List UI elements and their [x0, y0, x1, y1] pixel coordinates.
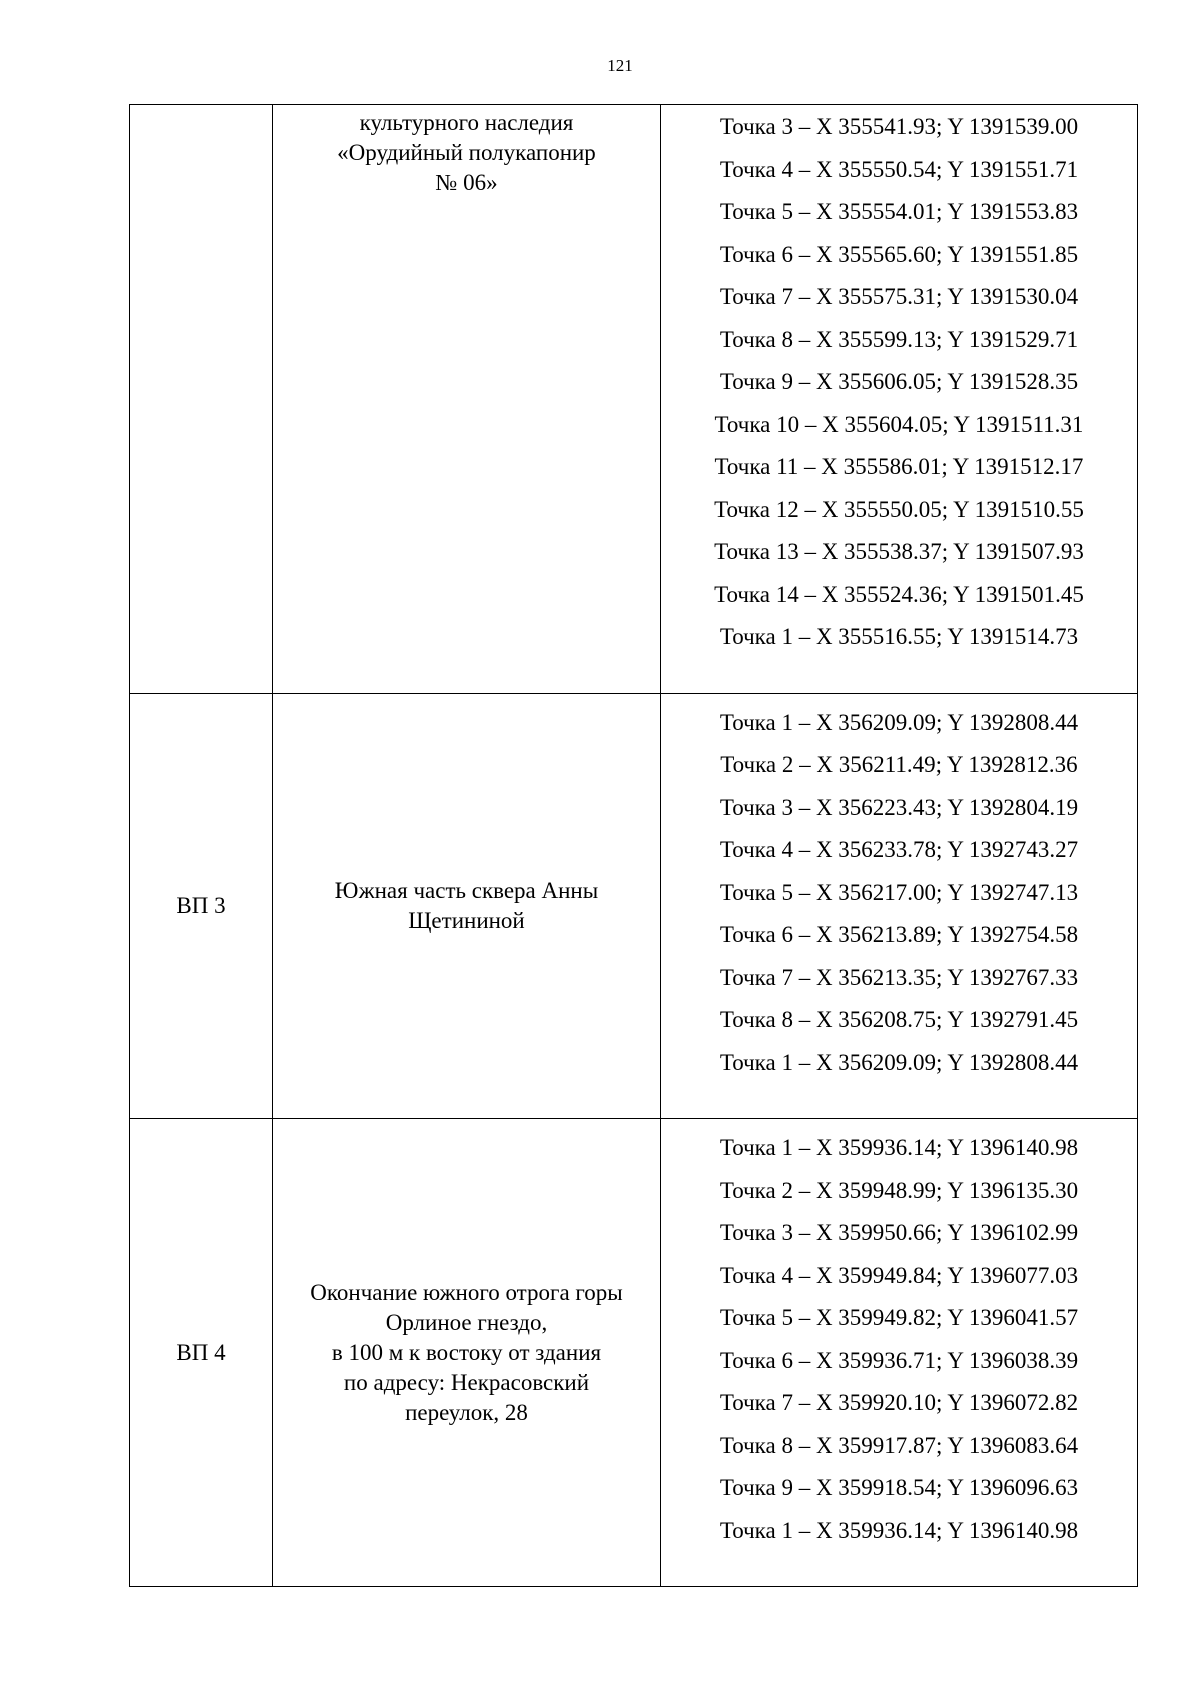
- code-cell: [130, 1119, 273, 1587]
- object-name: [273, 876, 660, 936]
- point-coordinate: Точка 12 – X 355550.05; Y 1391510.55: [714, 496, 1084, 522]
- code-cell: [130, 693, 273, 1119]
- object-name-line: в 100 м к востоку от здания: [331, 1339, 602, 1365]
- point-coordinate: Точка 5 – X 359949.82; Y 1396041.57: [719, 1305, 1079, 1330]
- point-coordinate: Точка 8 – X 359917.87; Y 1396083.64: [719, 1432, 1079, 1458]
- object-name-line: Щетининой: [408, 907, 525, 933]
- point-coordinate: Точка 4 – X 356233.78; Y 1392743.27: [719, 837, 1079, 862]
- point-coordinate: Точка 8 – X 356208.75; Y 1392791.45: [719, 1007, 1079, 1032]
- point-coordinate: Точка 1 – X 355516.55; Y 1391514.73: [719, 624, 1079, 649]
- point-coordinate: Точка 3 – X 356223.43; Y 1392804.19: [719, 794, 1079, 820]
- point-coordinate: Точка 10 – X 355604.05; Y 1391511.31: [714, 411, 1084, 437]
- object-name-line: Южная часть сквера Анны: [334, 877, 599, 903]
- point-coordinate: Точка 1 – X 356209.09; Y 1392808.44: [719, 709, 1079, 735]
- point-coordinate: Точка 4 – X 359949.84; Y 1396077.03: [719, 1262, 1079, 1288]
- point-coordinate: Точка 13 – X 355538.37; Y 1391507.93: [714, 539, 1084, 564]
- points-cell: [661, 105, 1138, 694]
- point-coordinate: Точка 7 – X 355575.31; Y 1391530.04: [719, 284, 1079, 309]
- point-coordinate: Точка 11 – X 355586.01; Y 1391512.17: [714, 454, 1084, 479]
- object-code: ВП 4: [176, 1339, 226, 1365]
- table-row: [130, 105, 1138, 694]
- point-coordinate: Точка 14 – X 355524.36; Y 1391501.45: [714, 581, 1084, 607]
- point-coordinate: Точка 3 – X 359950.66; Y 1396102.99: [719, 1220, 1079, 1245]
- points-cell: [661, 1119, 1138, 1587]
- point-coordinate: Точка 6 – X 356213.89; Y 1392754.58: [719, 922, 1079, 947]
- point-coordinate: Точка 7 – X 356213.35; Y 1392767.33: [719, 964, 1079, 990]
- name-cell: [273, 105, 661, 694]
- object-name-line: культурного наследия: [359, 110, 574, 135]
- object-name-line: переулок, 28: [405, 1399, 528, 1425]
- points-cell: [661, 693, 1138, 1119]
- object-name: [273, 1278, 660, 1428]
- point-coordinate: Точка 1 – X 356209.09; Y 1392808.44: [719, 1049, 1079, 1075]
- coordinates-table: [129, 104, 1138, 1587]
- object-code: ВП 3: [176, 892, 226, 918]
- point-coordinate: Точка 8 – X 355599.13; Y 1391529.71: [719, 326, 1079, 352]
- object-name-line: Окончание южного отрога горы: [310, 1279, 623, 1305]
- code-cell: [130, 105, 273, 694]
- point-coordinate: Точка 6 – X 355565.60; Y 1391551.85: [719, 241, 1079, 267]
- object-name-line: по адресу: Некрасовский: [343, 1369, 590, 1395]
- point-coordinate: Точка 9 – X 359918.54; Y 1396096.63: [719, 1475, 1079, 1500]
- point-list: [661, 105, 1137, 693]
- page-number: 121: [607, 56, 633, 75]
- point-coordinate: Точка 3 – X 355541.93; Y 1391539.00: [719, 114, 1079, 139]
- point-list: [661, 694, 1137, 1119]
- point-coordinate: Точка 9 – X 355606.05; Y 1391528.35: [719, 369, 1079, 394]
- object-name: [273, 105, 660, 198]
- point-coordinate: Точка 5 – X 356217.00; Y 1392747.13: [719, 879, 1079, 905]
- point-coordinate: Точка 4 – X 355550.54; Y 1391551.71: [719, 156, 1079, 182]
- name-cell: [273, 1119, 661, 1587]
- point-coordinate: Точка 6 – X 359936.71; Y 1396038.39: [719, 1347, 1079, 1373]
- table-row: [130, 693, 1138, 1119]
- table-row: [130, 1119, 1138, 1587]
- point-coordinate: Точка 1 – X 359936.14; Y 1396140.98: [719, 1135, 1079, 1160]
- name-cell: [273, 693, 661, 1119]
- object-name-line: № 06»: [435, 170, 498, 195]
- object-name-line: Орлиное гнездо,: [385, 1309, 548, 1335]
- point-coordinate: Точка 2 – X 359948.99; Y 1396135.30: [719, 1177, 1079, 1203]
- point-coordinate: Точка 7 – X 359920.10; Y 1396072.82: [719, 1390, 1079, 1415]
- point-coordinate: Точка 2 – X 356211.49; Y 1392812.36: [720, 752, 1078, 777]
- object-name-line: «Орудийный полукапонир: [337, 140, 596, 165]
- point-list: [661, 1119, 1137, 1586]
- point-coordinate: Точка 5 – X 355554.01; Y 1391553.83: [719, 199, 1079, 224]
- point-coordinate: Точка 1 – X 359936.14; Y 1396140.98: [719, 1517, 1079, 1543]
